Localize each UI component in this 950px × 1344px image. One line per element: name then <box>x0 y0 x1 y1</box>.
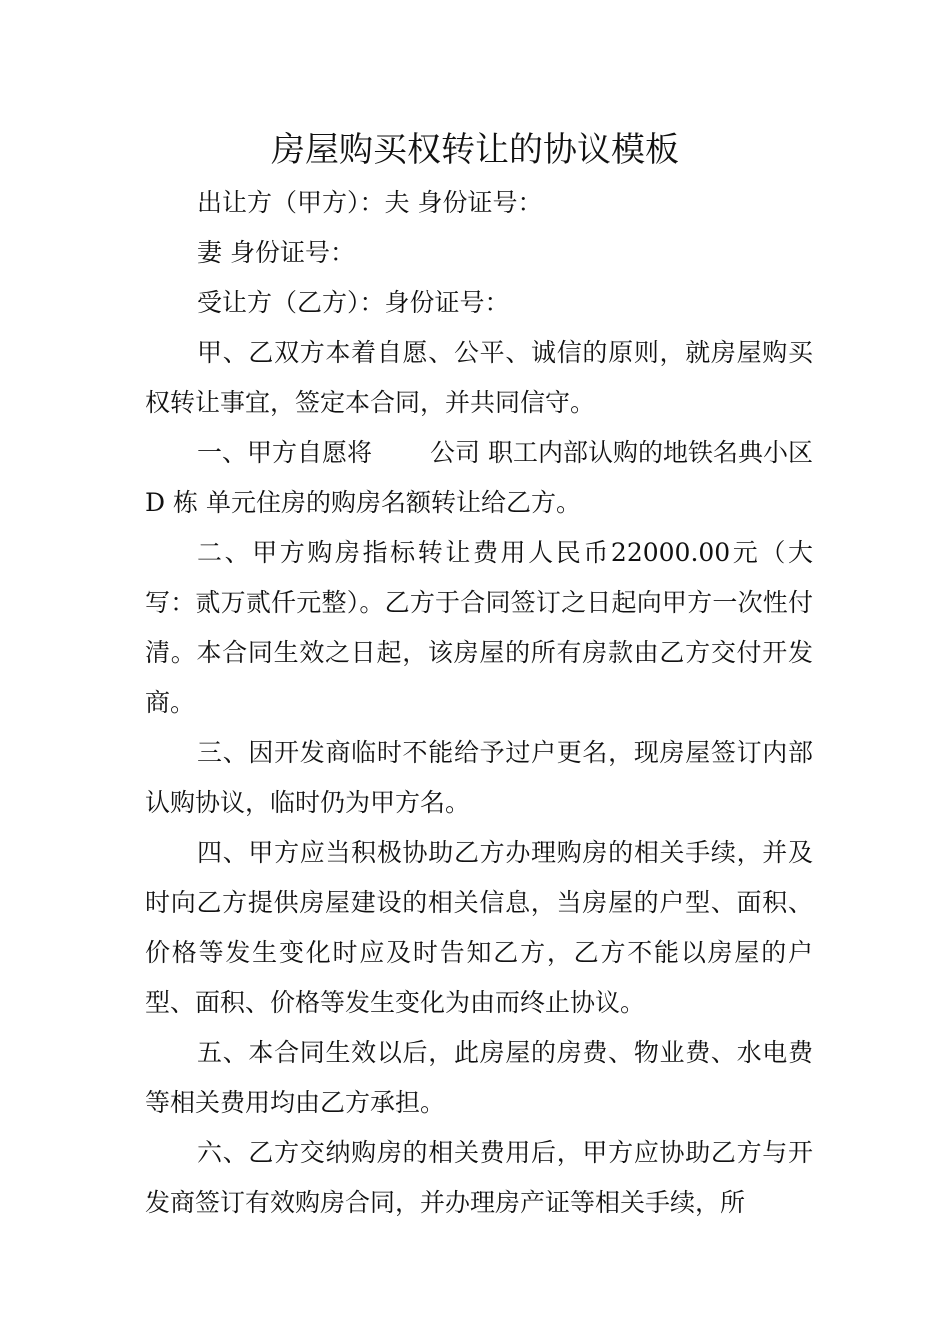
paragraph-clause-2: 二、甲方购房指标转让费用人民币22000.00元（大写：贰万贰仟元整）。乙方于合同签订之日起向甲方一次性付清。本合同生效之日起，该房屋的所有房款由乙方交付开发商。 <box>145 538 813 717</box>
document-title: 房屋购买权转让的协议模板 <box>271 130 679 170</box>
transferor-line: 出让方（甲方）：夫 身份证号： <box>197 188 543 217</box>
paragraph-clause-4: 四、甲方应当积极协助乙方办理购房的相关手续，并及时向乙方提供房屋建设的相关信息，当房屋的户型、面积、价格等发生变化时应及时告知乙方，乙方不能以房屋的户型、面积、价格等发生变化为由而终止协议。 <box>145 838 813 1017</box>
paragraph-clause-3: 三、因开发商临时不能给予过户更名，现房屋签订内部认购协议，临时仍为甲方名。 <box>145 738 813 817</box>
paragraph-clause-6: 六、乙方交纳购房的相关费用后，甲方应协助乙方与开发商签订有效购房合同，并办理房产证等相关手续，所 <box>145 1138 813 1217</box>
paragraph-clause-1: 一、甲方自愿将 公司 职工内部认购的地铁名典小区D 栋 单元住房的购房名额转让给乙方。 <box>145 438 813 517</box>
paragraph-intro: 甲、乙双方本着自愿、公平、诚信的原则，就房屋购买权转让事宜，签定本合同，并共同信守。 <box>145 338 813 417</box>
paragraph-clause-5: 五、本合同生效以后，此房屋的房费、物业费、水电费等相关费用均由乙方承担。 <box>145 1038 813 1117</box>
document-body <box>145 178 813 1228</box>
spouse-id-line: 妻 身份证号： <box>197 238 355 267</box>
transferee-line: 受让方（乙方）：身份证号： <box>197 288 510 317</box>
